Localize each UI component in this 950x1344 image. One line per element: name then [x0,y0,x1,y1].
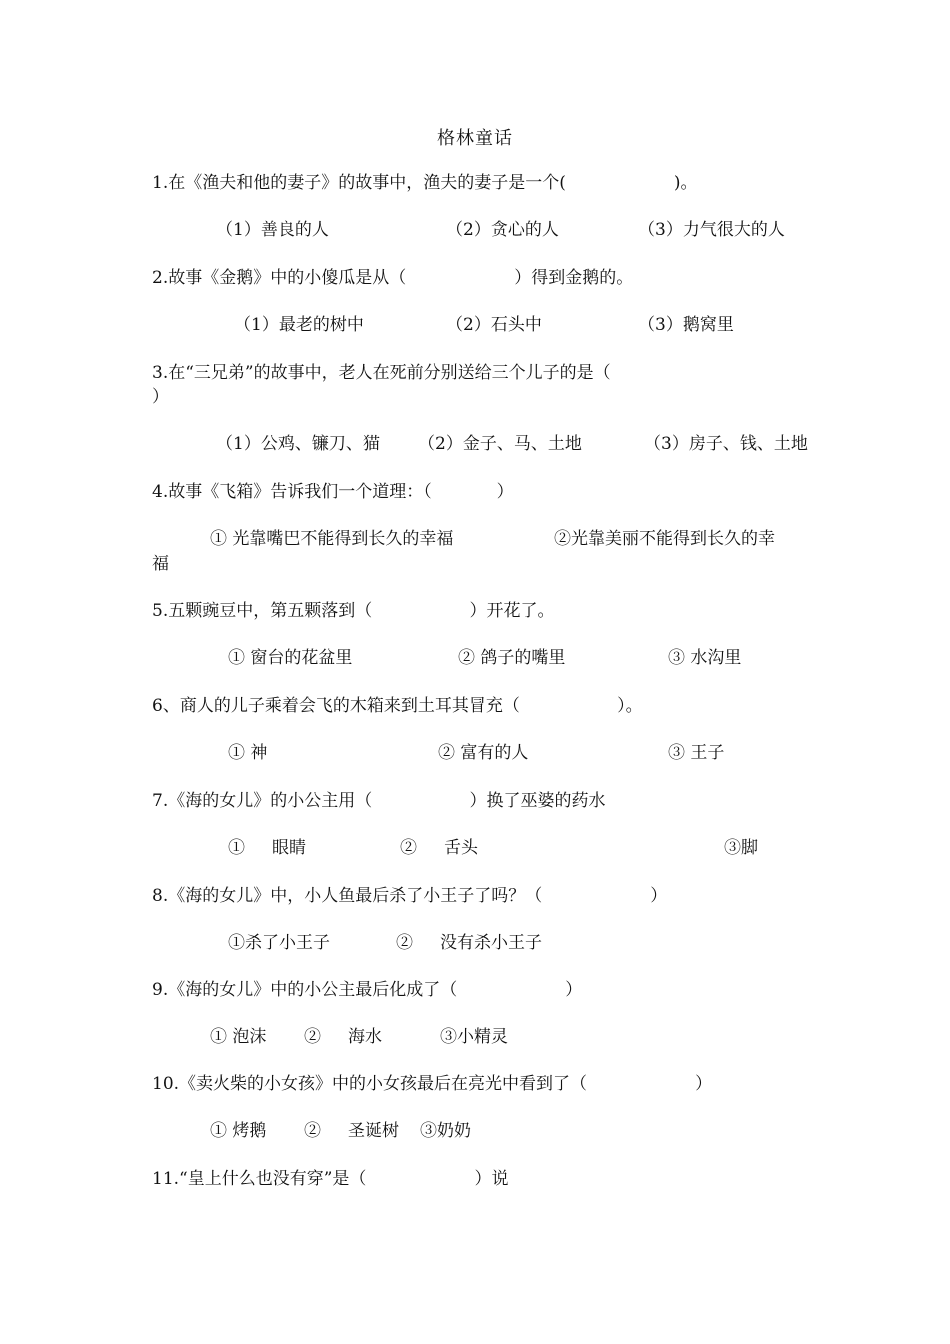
page-title: 格林童话 [437,128,513,149]
question-9-option-1: ① 泡沫 [210,1027,267,1047]
question-7-stem: 7.《海的女儿》的小公主用（ ）换了巫婆的药水 [152,791,606,811]
question-4-option-1: ① 光靠嘴巴不能得到长久的幸福 [210,529,454,549]
question-1-option-3: （3）力气很大的人 [638,220,785,240]
question-3-stem: 3.在“三兄弟”的故事中，老人在死前分别送给三个儿子的是（ [152,363,611,383]
question-4-stem: 4.故事《飞箱》告诉我们一个道理：（ ） [152,482,514,502]
question-3-option-2: （2）金子、马、土地 [418,434,582,454]
question-1-option-2: （2）贪心的人 [446,220,559,240]
question-5-option-1: ① 窗台的花盆里 [228,648,353,668]
question-6-option-2: ② 富有的人 [438,743,529,763]
question-9-stem: 9.《海的女儿》中的小公主最后化成了（ ） [152,980,583,1000]
question-4-option-continued: 福 [152,554,169,574]
question-11-stem: 11.“皇上什么也没有穿”是（ ）说 [152,1169,509,1189]
question-5-option-3: ③ 水沟里 [668,648,742,668]
question-6-stem: 6、商人的儿子乘着会飞的木箱来到土耳其冒充（ ）。 [152,696,643,716]
question-4-option-2: ②光靠美丽不能得到长久的幸 [554,529,775,549]
question-5-stem: 5.五颗豌豆中，第五颗落到（ ）开花了。 [152,601,555,621]
question-10-option-2: ② 圣诞树 [304,1121,400,1141]
question-3-stem-continued: ） [152,387,169,407]
question-6-option-1: ① 神 [228,743,268,763]
question-2-option-1: （1）最老的树中 [234,315,364,335]
question-8-stem: 8.《海的女儿》中，小人鱼最后杀了小王子了吗？（ ） [152,886,668,906]
question-1-stem: 1.在《渔夫和他的妻子》的故事中，渔夫的妻子是一个( )。 [152,173,698,193]
question-10-option-3: ③奶奶 [420,1121,471,1141]
question-2-stem: 2.故事《金鹅》中的小傻瓜是从（ ）得到金鹅的。 [152,268,634,288]
question-9-option-2: ② 海水 [304,1027,383,1047]
question-7-option-1: ① 眼睛 [228,838,307,858]
question-3-option-1: （1）公鸡、镰刀、猫 [216,434,380,454]
question-5-option-2: ② 鸽子的嘴里 [458,648,566,668]
question-9-option-3: ③小精灵 [440,1027,508,1047]
question-3-option-3: （3）房子、钱、土地 [644,434,808,454]
question-2-option-3: （3）鹅窝里 [638,315,734,335]
question-10-stem: 10.《卖火柴的小女孩》中的小女孩最后在亮光中看到了（ ） [152,1074,713,1094]
question-7-option-3: ③脚 [724,838,758,858]
question-7-option-2: ② 舌头 [400,838,479,858]
question-2-option-2: （2）石头中 [446,315,542,335]
question-6-option-3: ③ 王子 [668,743,725,763]
question-10-option-1: ① 烤鹅 [210,1121,267,1141]
question-1-option-1: （1）善良的人 [216,220,329,240]
question-8-option-1: ①杀了小王子 [228,933,330,953]
question-8-option-2: ② 没有杀小王子 [396,933,543,953]
